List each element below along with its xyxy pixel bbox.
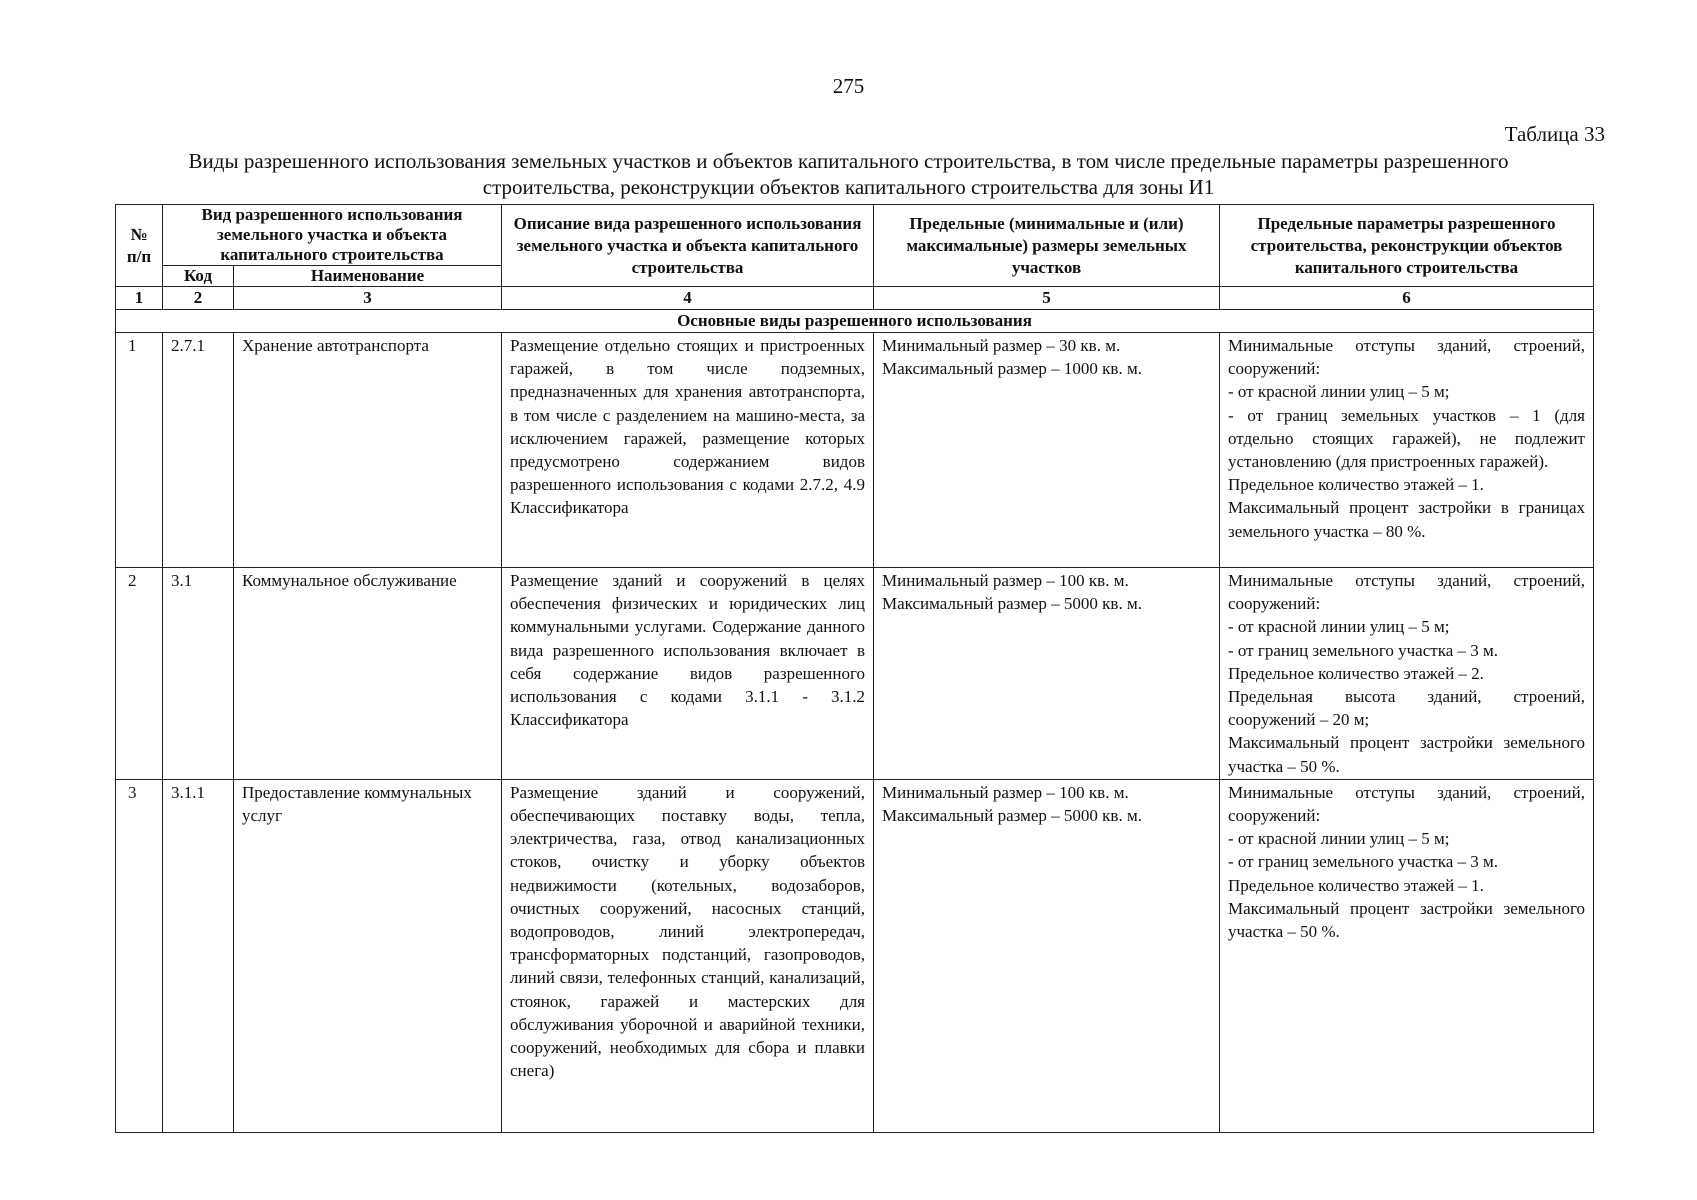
size-line: Минимальный размер – 100 кв. м. [882, 571, 1129, 590]
header-description: Описание вида разрешенного использования земельного участка и объекта капитального строительства [502, 205, 874, 287]
column-number: 1 [116, 287, 163, 310]
row-num: 1 [116, 333, 163, 568]
param-line: Максимальный процент застройки земельного участка – 50 %. [1228, 733, 1585, 776]
row-params [1220, 333, 1594, 568]
page-number: 275 [832, 74, 865, 98]
param-line: Минимальные отступы зданий, строений, сооружений: [1228, 336, 1585, 379]
header-name: Наименование [234, 266, 502, 287]
size-line: Максимальный размер – 5000 кв. м. [882, 594, 1142, 614]
column-number: 6 [1220, 287, 1594, 310]
row-name: Хранение автотранспорта [234, 333, 502, 568]
param-line: Предельное количество этажей – 1. [1228, 475, 1484, 495]
param-line: Минимальные отступы зданий, строений, сооружений: [1228, 782, 1585, 826]
row-code: 3.1.1 [163, 779, 234, 1132]
header-params: Предельные параметры разрешенного строительства, реконструкции объектов капитального строительства [1220, 205, 1594, 287]
row-sizes [874, 333, 1220, 568]
param-line: - от границ земельного участка – 3 м. [1228, 852, 1498, 872]
param-line: - от красной линии улиц – 5 м; [1228, 382, 1450, 402]
row-description: Размещение зданий и сооружений в целях обеспечения физических и юридических лиц коммунальными услугами. Содержание данного вида разрешенного использования включает в себя содержание видов разрешенного использования с кодами 3.1.1 - 3.1.2 Классификатора [502, 568, 874, 780]
param-line: Предельная высота зданий, строений, сооружений – 20 м; [1228, 687, 1585, 730]
param-line: - от границ земельных участков – 1 (для отдельно стоящих гаражей), не подлежит установлению (для пристроенных гаражей). [1228, 405, 1585, 472]
row-name: Предоставление коммунальных услуг [234, 779, 502, 1132]
row-params [1220, 568, 1594, 780]
row-params [1220, 779, 1594, 1132]
zoning-table [115, 204, 1594, 1133]
header-code: Код [163, 266, 234, 287]
row-num: 2 [116, 568, 163, 780]
section-row [116, 310, 1594, 333]
header-vri-group: Вид разрешенного использования земельного участка и объекта капитального строительства [163, 205, 502, 266]
param-line: - от красной линии улиц – 5 м; [1228, 829, 1450, 849]
row-code: 3.1 [163, 568, 234, 780]
column-number: 4 [502, 287, 874, 310]
size-line: Минимальный размер – 30 кв. м. [882, 336, 1121, 355]
header-num: № п/п [116, 205, 163, 287]
header-sizes: Предельные (минимальные и (или) максимальные) размеры земельных участков [874, 205, 1220, 287]
size-line: Максимальный размер – 5000 кв. м. [882, 806, 1142, 826]
document-title: Виды разрешенного использования земельных участков и объектов капитального строительства, в том числе предельные параметры разрешенного строительства, реконструкции объектов капитального строительства для зоны И1 [188, 149, 1509, 199]
row-description: Размещение отдельно стоящих и пристроенных гаражей, в том числе подземных, предназначенных для хранения автотранспорта, в том числе с разделением на машино-места, за исключением гаражей, размещение которых предусмотрено содержанием видов разрешенного использования с кодами 2.7.2, 4.9 Классификатора [502, 333, 874, 568]
row-description: Размещение зданий и сооружений, обеспечивающих поставку воды, тепла, электричества, газа, отвод канализационных стоков, очистку и уборку объектов недвижимости (котельных, водозаборов, очистных сооружений, насосных станций, водопроводов, линий электропередач, трансформаторных подстанций, газопроводов, линий связи, телефонных станций, канализаций, стоянок, гаражей и мастерских для обслуживания уборочной и аварийной техники, сооружений, необходимых для сбора и плавки снега) [502, 779, 874, 1132]
header-row-top [116, 205, 1594, 266]
section-title: Основные виды разрешенного использования [116, 310, 1594, 333]
param-line: Максимальный процент застройки земельного участка – 50 %. [1228, 898, 1585, 942]
column-number: 3 [234, 287, 502, 310]
column-number: 2 [163, 287, 234, 310]
param-line: Предельное количество этажей – 1. [1228, 875, 1484, 895]
size-line: Максимальный размер – 1000 кв. м. [882, 359, 1142, 379]
row-sizes [874, 568, 1220, 780]
row-name: Коммунальное обслуживание [234, 568, 502, 780]
table-row [116, 568, 1594, 780]
param-line: Предельное количество этажей – 2. [1228, 663, 1484, 683]
row-code: 2.7.1 [163, 333, 234, 568]
row-sizes [874, 779, 1220, 1132]
column-number-row [116, 287, 1594, 310]
table-row [116, 333, 1594, 568]
size-line: Минимальный размер – 100 кв. м. [882, 782, 1129, 802]
table-row [116, 779, 1594, 1132]
table-label: Таблица 33 [1504, 122, 1605, 146]
row-num: 3 [116, 779, 163, 1132]
param-line: Минимальные отступы зданий, строений, сооружений: [1228, 571, 1585, 614]
column-number: 5 [874, 287, 1220, 310]
param-line: - от красной линии улиц – 5 м; [1228, 617, 1450, 637]
param-line: Максимальный процент застройки в границах земельного участка – 80 %. [1228, 498, 1585, 541]
param-line: - от границ земельного участка – 3 м. [1228, 640, 1498, 660]
